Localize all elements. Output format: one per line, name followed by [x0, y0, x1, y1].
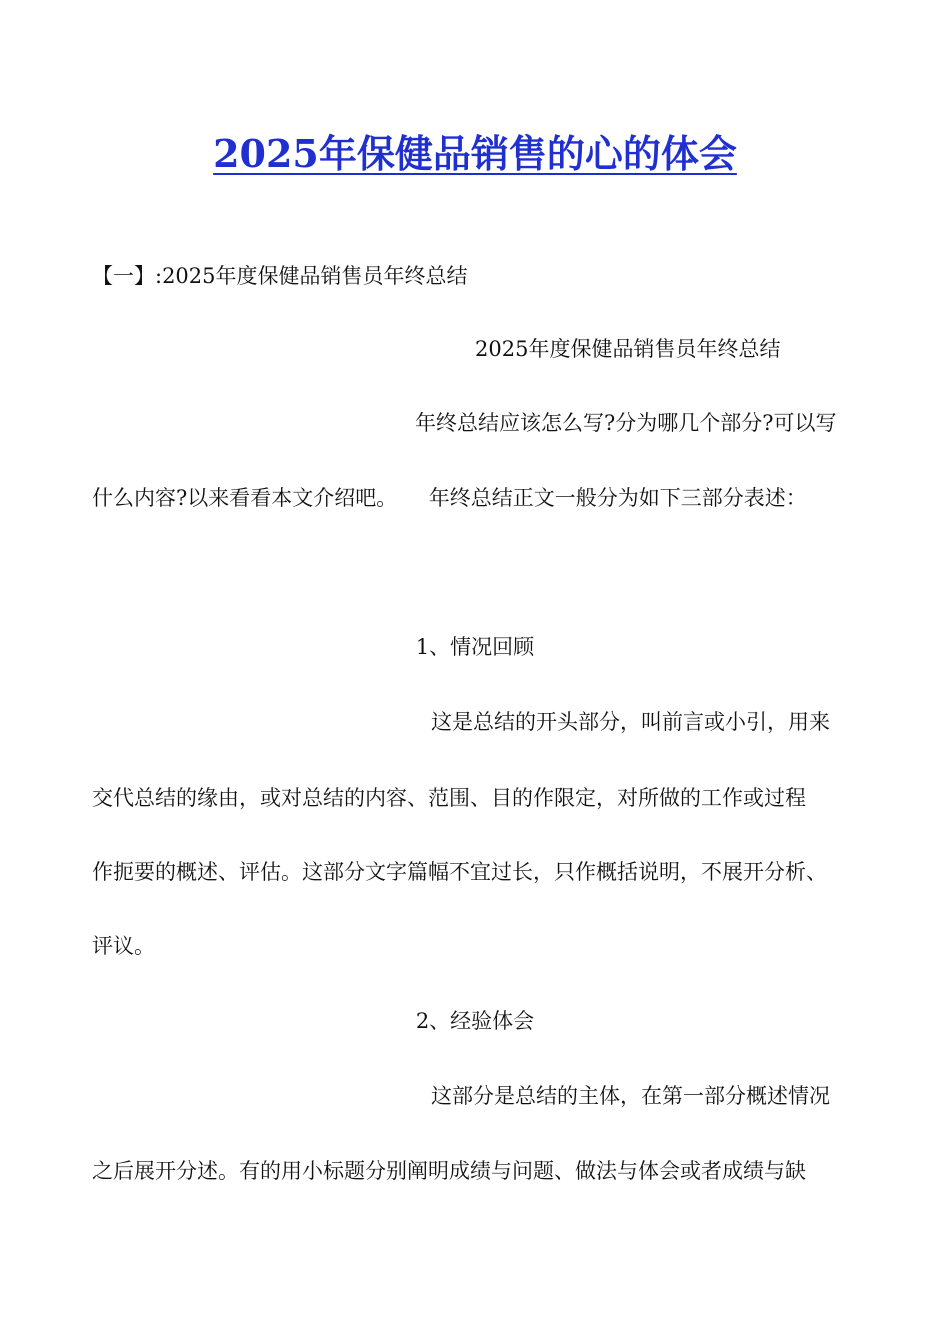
part1-line-1: 这是总结的开头部分，叫前言或小引，用来 — [431, 710, 830, 734]
sub-title: 2025年度保健品销售员年终总结 — [475, 337, 781, 361]
part1-heading: 1、情况回顾 — [415, 635, 535, 659]
part1-line-2: 交代总结的缘由，或对总结的内容、范围、目的作限定，对所做的工作或过程 — [92, 786, 806, 810]
part2-heading: 2、经验体会 — [415, 1009, 535, 1033]
part2-line-2: 之后展开分述。有的用小标题分别阐明成绩与问题、做法与体会或者成绩与缺 — [92, 1159, 806, 1183]
document-title-link[interactable]: 2025年保健品销售的心的体会 — [213, 131, 737, 176]
part1-line-4: 评议。 — [92, 934, 155, 958]
intro-line-2: 什么内容?以来看看本文介绍吧。 年终总结正文一般分为如下三部分表述： — [92, 486, 807, 510]
section-one-heading: 【一】:2025年度保健品销售员年终总结 — [92, 264, 468, 288]
part2-line-1: 这部分是总结的主体，在第一部分概述情况 — [431, 1084, 830, 1108]
intro-line-1: 年终总结应该怎么写?分为哪几个部分?可以写 — [415, 411, 837, 435]
part1-line-3: 作扼要的概述、评估。这部分文字篇幅不宜过长，只作概括说明，不展开分析、 — [92, 860, 827, 884]
